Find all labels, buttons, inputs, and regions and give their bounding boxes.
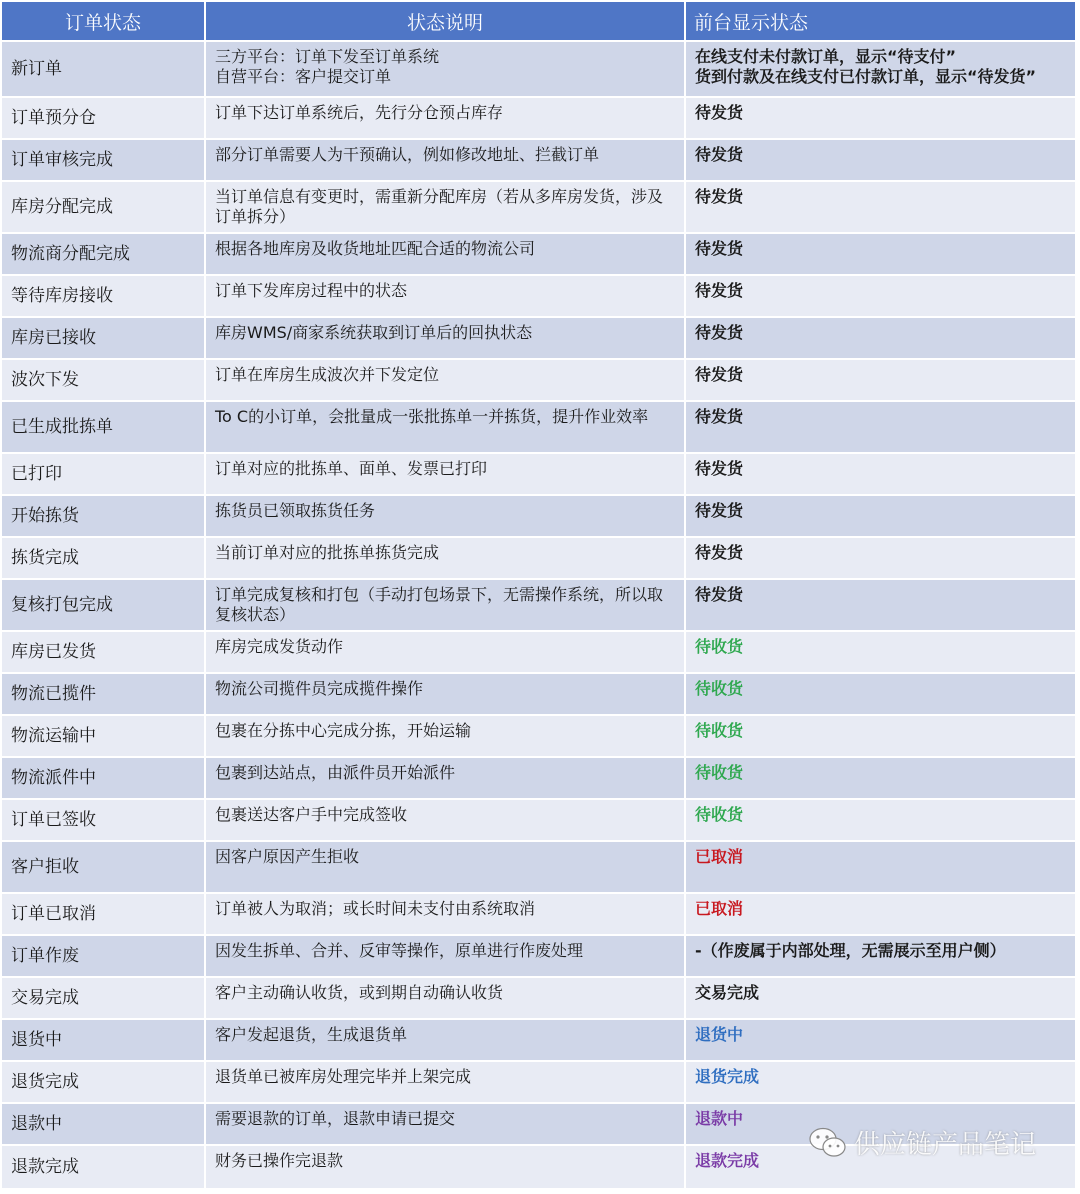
status-description-cell: 包裹送达客户手中完成签收	[206, 800, 686, 842]
frontend-status-cell: 退款完成	[686, 1146, 1077, 1190]
frontend-status-cell: 待收货	[686, 800, 1077, 842]
status-name-cell: 库房已接收	[2, 318, 206, 360]
status-name-cell: 订单审核完成	[2, 140, 206, 182]
status-name-cell: 订单已签收	[2, 800, 206, 842]
table-row	[2, 842, 1077, 894]
table-row	[2, 182, 1077, 234]
frontend-status-cell: 待收货	[686, 674, 1077, 716]
status-name-cell: 退款完成	[2, 1146, 206, 1190]
frontend-status-cell: 退货完成	[686, 1062, 1077, 1104]
wechat-icon	[808, 1126, 848, 1160]
status-description-cell: 订单下发库房过程中的状态	[206, 276, 686, 318]
frontend-status-cell: 待发货	[686, 402, 1077, 454]
frontend-status-cell: -（作废属于内部处理，无需展示至用户侧）	[686, 936, 1077, 978]
frontend-status-cell: 在线支付未付款订单，显示“待支付” 货到付款及在线支付已付款订单，显示“待发货”	[686, 42, 1077, 98]
frontend-status-cell: 待发货	[686, 98, 1077, 140]
status-name-cell: 物流运输中	[2, 716, 206, 758]
table-row	[2, 1020, 1077, 1062]
status-description-cell: 根据各地库房及收货地址匹配合适的物流公司	[206, 234, 686, 276]
status-name-cell: 新订单	[2, 42, 206, 98]
table-row	[2, 800, 1077, 842]
frontend-status-cell: 待发货	[686, 318, 1077, 360]
status-description-cell: 订单在库房生成波次并下发定位	[206, 360, 686, 402]
status-name-cell: 订单作废	[2, 936, 206, 978]
status-description-cell: 订单对应的批拣单、面单、发票已打印	[206, 454, 686, 496]
table-row	[2, 42, 1077, 98]
status-description-cell: 订单下达订单系统后，先行分仓预占库存	[206, 98, 686, 140]
status-description-cell: 客户主动确认收货，或到期自动确认收货	[206, 978, 686, 1020]
table-row	[2, 1062, 1077, 1104]
frontend-status-cell: 待发货	[686, 234, 1077, 276]
status-name-cell: 退货完成	[2, 1062, 206, 1104]
status-description-cell: To C的小订单，会批量成一张批拣单一并拣货，提升作业效率	[206, 402, 686, 454]
status-description-cell: 拣货员已领取拣货任务	[206, 496, 686, 538]
status-name-cell: 物流派件中	[2, 758, 206, 800]
status-name-cell: 已打印	[2, 454, 206, 496]
table-row	[2, 674, 1077, 716]
table-row	[2, 538, 1077, 580]
status-description-cell: 当订单信息有变更时，需重新分配库房（若从多库房发货，涉及订单拆分）	[206, 182, 686, 234]
frontend-status-cell: 待发货	[686, 454, 1077, 496]
table-row	[2, 580, 1077, 632]
status-description-cell: 订单完成复核和打包（手动打包场景下，无需操作系统，所以取复核状态）	[206, 580, 686, 632]
frontend-status-cell: 已取消	[686, 842, 1077, 894]
frontend-status-cell: 待收货	[686, 716, 1077, 758]
status-description-cell: 物流公司揽件员完成揽件操作	[206, 674, 686, 716]
status-name-cell: 拣货完成	[2, 538, 206, 580]
table-row	[2, 360, 1077, 402]
status-description-cell: 当前订单对应的批拣单拣货完成	[206, 538, 686, 580]
frontend-status-cell: 待发货	[686, 580, 1077, 632]
status-description-cell: 三方平台：订单下发至订单系统 自营平台：客户提交订单	[206, 42, 686, 98]
frontend-status-cell: 退款中	[686, 1104, 1077, 1146]
frontend-status-cell: 待发货	[686, 496, 1077, 538]
status-name-cell: 物流商分配完成	[2, 234, 206, 276]
header-status-description: 状态说明	[206, 2, 686, 42]
status-description-cell: 客户发起退货，生成退货单	[206, 1020, 686, 1062]
status-name-cell: 退货中	[2, 1020, 206, 1062]
status-name-cell: 复核打包完成	[2, 580, 206, 632]
table-row	[2, 234, 1077, 276]
order-status-table	[2, 2, 1077, 1190]
table-row	[2, 496, 1077, 538]
table-row	[2, 936, 1077, 978]
table-row	[2, 454, 1077, 496]
table-row	[2, 978, 1077, 1020]
frontend-status-cell: 交易完成	[686, 978, 1077, 1020]
table-row	[2, 758, 1077, 800]
table-header-row	[2, 2, 1077, 42]
status-description-cell: 库房完成发货动作	[206, 632, 686, 674]
status-description-cell: 退货单已被库房处理完毕并上架完成	[206, 1062, 686, 1104]
header-order-status: 订单状态	[2, 2, 206, 42]
table-row	[2, 894, 1077, 936]
table-body	[2, 42, 1077, 1190]
frontend-status-cell: 退货中	[686, 1020, 1077, 1062]
table-row	[2, 140, 1077, 182]
status-name-cell: 库房已发货	[2, 632, 206, 674]
status-description-cell: 因发生拆单、合并、反审等操作，原单进行作废处理	[206, 936, 686, 978]
frontend-status-cell: 待收货	[686, 632, 1077, 674]
frontend-status-cell: 待发货	[686, 360, 1077, 402]
status-description-cell: 包裹到达站点，由派件员开始派件	[206, 758, 686, 800]
status-description-cell: 财务已操作完退款	[206, 1146, 686, 1190]
status-name-cell: 已生成批拣单	[2, 402, 206, 454]
table-row	[2, 402, 1077, 454]
status-name-cell: 交易完成	[2, 978, 206, 1020]
status-name-cell: 订单预分仓	[2, 98, 206, 140]
frontend-status-cell: 待发货	[686, 538, 1077, 580]
status-description-cell: 需要退款的订单，退款申请已提交	[206, 1104, 686, 1146]
header-frontend-status: 前台显示状态	[686, 2, 1077, 42]
status-description-cell: 包裹在分拣中心完成分拣，开始运输	[206, 716, 686, 758]
status-description-cell: 部分订单需要人为干预确认，例如修改地址、拦截订单	[206, 140, 686, 182]
status-description-cell: 订单被人为取消；或长时间未支付由系统取消	[206, 894, 686, 936]
frontend-status-cell: 已取消	[686, 894, 1077, 936]
status-name-cell: 开始拣货	[2, 496, 206, 538]
status-name-cell: 退款中	[2, 1104, 206, 1146]
table-row	[2, 632, 1077, 674]
table-row	[2, 318, 1077, 360]
frontend-status-cell: 待发货	[686, 276, 1077, 318]
frontend-status-cell: 待发货	[686, 182, 1077, 234]
status-name-cell: 波次下发	[2, 360, 206, 402]
table-row	[2, 716, 1077, 758]
status-name-cell: 等待库房接收	[2, 276, 206, 318]
status-name-cell: 库房分配完成	[2, 182, 206, 234]
status-description-cell: 库房WMS/商家系统获取到订单后的回执状态	[206, 318, 686, 360]
status-description-cell: 因客户原因产生拒收	[206, 842, 686, 894]
status-name-cell: 物流已揽件	[2, 674, 206, 716]
table-row	[2, 98, 1077, 140]
table-row	[2, 276, 1077, 318]
status-name-cell: 客户拒收	[2, 842, 206, 894]
frontend-status-cell: 待收货	[686, 758, 1077, 800]
watermark	[808, 1124, 1036, 1161]
status-name-cell: 订单已取消	[2, 894, 206, 936]
frontend-status-cell: 待发货	[686, 140, 1077, 182]
watermark-text: 供应链产品笔记	[854, 1130, 1037, 1160]
